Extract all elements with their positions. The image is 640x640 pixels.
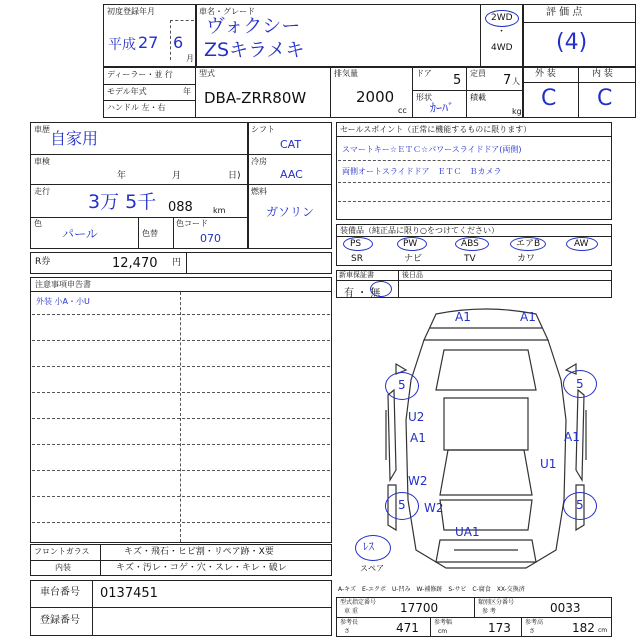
cm-unit: cm <box>598 627 608 634</box>
warranty-value: 有 ・ 無 <box>344 288 381 299</box>
mileage-label: 走行 <box>34 187 50 196</box>
reg-year: 27 <box>138 33 159 52</box>
type-label: 型式 <box>199 69 215 78</box>
drive-4wd: 4WD <box>491 43 513 53</box>
drive-2wd: 2WD <box>491 13 513 23</box>
fuel: ガソリン <box>266 205 315 219</box>
mark-front-right: A1 <box>520 310 536 324</box>
capacity: 7 <box>503 73 512 88</box>
sales-line-2: 両側オートスライドドア ＥＴＣ Ｂカメラ <box>342 167 502 176</box>
notes-title: 注意事項申告書 <box>35 280 91 289</box>
fuel-label: 燃料 <box>251 187 267 196</box>
equip-pw: PW <box>403 239 418 249</box>
insp-month: 月 <box>172 171 182 181</box>
mark-left-u2: U2 <box>408 410 425 424</box>
inspection-label: 車検 <box>34 157 50 166</box>
ac-label: 冷房 <box>251 157 267 166</box>
drive-dot: ・ <box>497 27 507 37</box>
shape: ｶｰﾊﾞ <box>430 101 455 115</box>
km-unit: km <box>213 206 226 215</box>
notes-line-1: 外装 小A・小U <box>36 297 90 306</box>
yen-unit: 円 <box>172 258 182 268</box>
model-year-unit: 年 <box>183 87 191 96</box>
equip-airbag: エアB <box>516 239 541 249</box>
legend: A-キズ E-エクボ U-凹み W-補修跡 S-サビ C-腐食 XX-交換済 <box>338 586 525 593</box>
doors: 5 <box>453 73 462 88</box>
first-reg-label: 初度登録年月 <box>107 7 155 16</box>
interior-cond-value: キズ・汚レ・コゲ・穴・スレ・キレ・破レ <box>116 563 287 573</box>
shape-label: 形状 <box>416 93 432 102</box>
chassis-number: 0137451 <box>100 586 158 601</box>
mark-left-a1: A1 <box>410 431 426 445</box>
shift-label: シフト <box>251 125 275 134</box>
trunk-label: 後日品 <box>402 271 423 279</box>
cc-unit: cc <box>398 106 407 115</box>
reg-label: 登録番号 <box>40 615 80 626</box>
type-no-sub: 車 重 <box>344 608 358 615</box>
interior-grade: C <box>597 86 613 111</box>
equipment-title: 装備品（純正品に限り○をつけてください） <box>340 226 499 235</box>
width-label: 参考幅 <box>434 619 453 626</box>
ac: AAC <box>280 168 303 181</box>
displacement: 2000 <box>356 88 395 106</box>
mark-front-left: A1 <box>455 310 471 324</box>
kg-unit: kg <box>512 107 522 116</box>
mileage-hand: 3万 5千 <box>88 191 157 213</box>
width: 173 <box>488 621 511 635</box>
usage: 自家用 <box>50 129 99 148</box>
color-code-label: 色コード <box>176 219 208 228</box>
equip-tv: TV <box>464 254 476 264</box>
length: 471 <box>396 621 419 635</box>
load-label: 積載 <box>470 93 486 102</box>
color-label: 色 <box>34 219 42 228</box>
color-change-label: 色替 <box>142 229 158 238</box>
color: パール <box>62 227 98 241</box>
equip-leather: カワ <box>517 254 536 264</box>
notes-frame <box>30 277 332 543</box>
mark-rear-w2: W2 <box>424 501 444 515</box>
shift: CAT <box>280 138 302 151</box>
score-label: 評 価 点 <box>546 7 583 18</box>
spare-label: スペア <box>360 564 384 573</box>
exterior-grade: C <box>541 86 557 111</box>
class-no-label: 類別区分番号 <box>478 599 515 606</box>
recycle-label: R券 <box>35 257 51 267</box>
person-unit: 人 <box>512 77 520 86</box>
mark-tire-fr: 5 <box>576 377 584 391</box>
insp-day: 日) <box>228 171 241 181</box>
color-code: 070 <box>200 232 221 245</box>
sales-points-title: セールスポイント（正常に機能するものに限ります） <box>340 125 532 134</box>
equip-navi: ナビ <box>404 254 423 264</box>
equip-aw: AW <box>574 239 589 249</box>
equip-sr: SR <box>351 254 363 264</box>
recycle-amount: 12,470 <box>112 256 158 271</box>
interior-cond-label: 内装 <box>55 563 71 572</box>
spare-hand: ﾚｽ <box>363 540 374 553</box>
mark-tire-rr: 5 <box>576 498 584 512</box>
score-value: (4) <box>556 30 588 55</box>
grade: ZSキラメキ <box>204 39 305 61</box>
mark-right-a1: A1 <box>564 430 580 444</box>
mark-left-w2: W2 <box>408 474 428 488</box>
dealer-label: ディーラー・並 行 <box>107 70 173 79</box>
exterior-label: 外 装 <box>535 69 556 79</box>
mileage-digits: 088 <box>168 200 193 215</box>
warranty-label: 新車保証書 <box>339 271 374 279</box>
name-grade-label: 車名・グレード <box>199 7 255 16</box>
warranty-none-circle <box>370 281 392 297</box>
capacity-label: 定員 <box>470 69 486 78</box>
class-no: 0033 <box>550 601 581 615</box>
car-name: ヴォクシー <box>206 15 301 37</box>
mark-tire-fl: 5 <box>398 378 406 392</box>
height-sub: さ <box>529 628 536 635</box>
reg-month: 6 <box>173 33 184 52</box>
chassis-label: 車台番号 <box>40 587 80 598</box>
width-sub: cm <box>438 628 448 635</box>
era: 平成 <box>108 37 136 53</box>
displacement-label: 排気量 <box>334 69 358 78</box>
mark-right-u1: U1 <box>540 457 557 471</box>
height: 182 <box>572 621 595 635</box>
class-no-sub: 参 考 <box>482 608 496 615</box>
height-label: 参考高 <box>525 619 544 626</box>
model-code: DBA-ZRR80W <box>204 89 307 107</box>
front-glass-label: フロントガラス <box>34 547 90 556</box>
length-sub: さ <box>344 628 351 635</box>
sales-line-1: スマートキー☆ＥＴＣ☆パワースライドドア(両側) <box>342 145 522 154</box>
mark-tire-rl: 5 <box>398 498 406 512</box>
type-no: 17700 <box>400 601 439 615</box>
insp-year: 年 <box>117 171 127 181</box>
length-label: 参考長 <box>340 619 359 626</box>
model-year-label: モデル年式 <box>107 87 147 96</box>
handle-label: ハンドル 左・右 <box>107 103 166 112</box>
usage-label: 車歴 <box>34 125 50 134</box>
month-unit: 月 <box>186 54 194 63</box>
interior-label: 内 装 <box>592 69 613 79</box>
equip-abs: ABS <box>461 239 479 249</box>
equip-ps: PS <box>350 239 362 249</box>
front-glass-value: キズ・飛石・ヒビ割・リペア跡・X要 <box>124 547 274 557</box>
door-label: ドア <box>416 69 432 78</box>
mark-rear-ua1: UA1 <box>455 525 480 539</box>
type-no-label: 型式指定番号 <box>340 599 377 606</box>
